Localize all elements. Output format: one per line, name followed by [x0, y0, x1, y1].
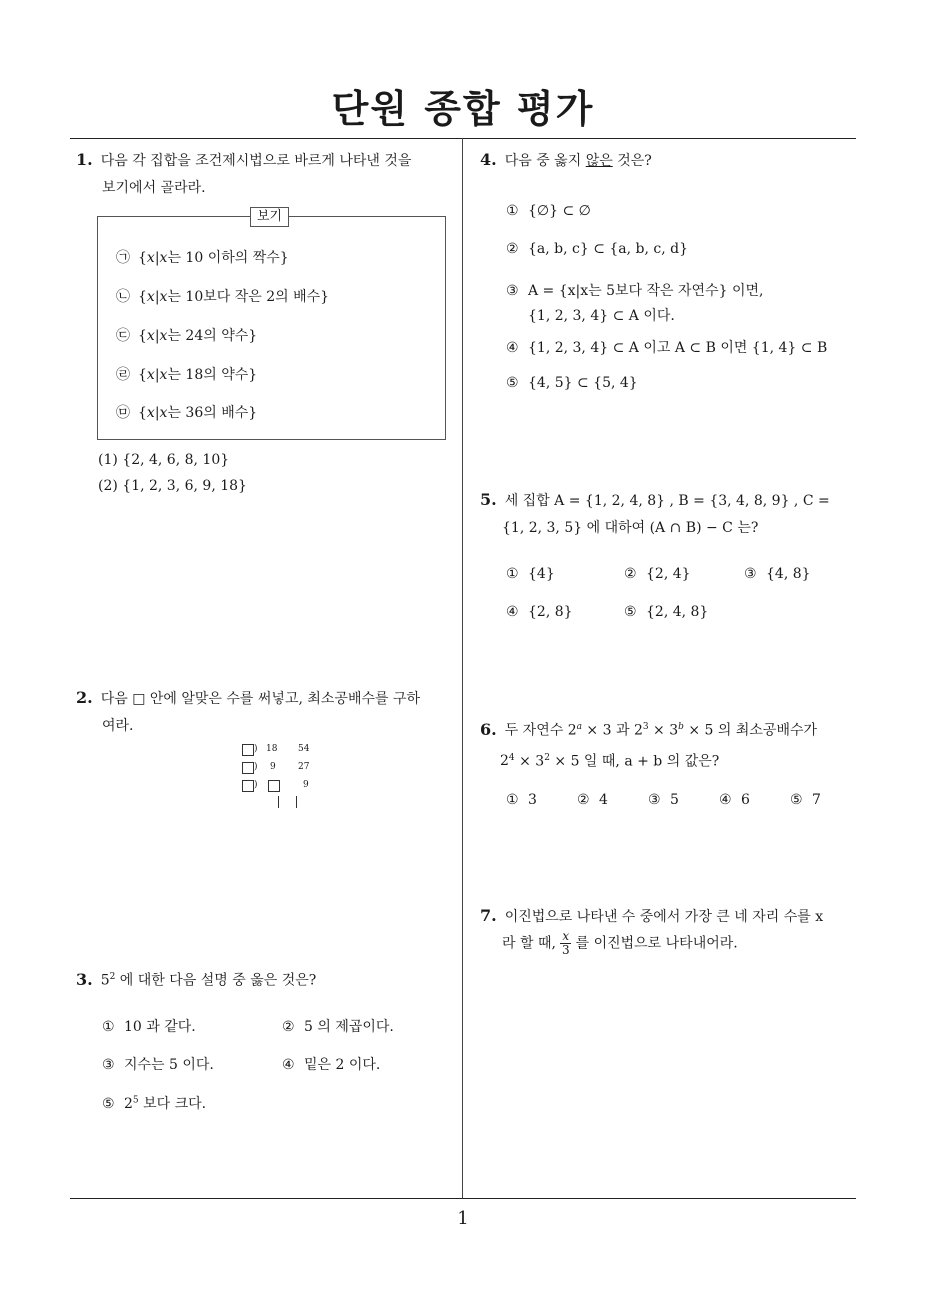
option-3[interactable] [744, 566, 811, 582]
variable: x [146, 367, 155, 383]
option-1[interactable] [506, 566, 555, 582]
ladder-sep: ) [254, 744, 258, 754]
option-4[interactable] [506, 604, 573, 620]
brace: { [138, 328, 147, 344]
ladder-number: 9 [303, 780, 309, 790]
variable: x [159, 289, 168, 305]
sub-question-2: (2) {1, 2, 3, 6, 9, 18} [98, 478, 247, 494]
blank-box[interactable] [242, 762, 254, 774]
bottom-rule [70, 1198, 856, 1199]
blank-box[interactable] [242, 780, 254, 792]
option-4[interactable] [719, 792, 750, 808]
option-text: 7 [812, 792, 821, 808]
condition-text: 는 10 이하의 짝수} [167, 250, 289, 266]
separator: | [154, 367, 160, 383]
option-text: A = {x|x는 5보다 작은 자연수} 이면, [528, 283, 764, 299]
variable: x [159, 367, 168, 383]
question-number: 2. [76, 688, 93, 707]
brace: { [138, 367, 147, 383]
option-text: {2, 8} [528, 604, 573, 620]
power-exponent: 5 [132, 1095, 139, 1106]
option-text: {a, b, c} ⊂ {a, b, c, d} [528, 241, 689, 257]
ladder-number: 27 [298, 762, 310, 772]
option-1[interactable] [506, 203, 591, 219]
option-mark: ⑤ [506, 375, 519, 391]
exponent: 3 [642, 722, 649, 732]
question-text: × 3 과 2 [581, 722, 643, 739]
ladder-sep: ) [254, 762, 258, 772]
item-mark: ㉡ [116, 289, 130, 305]
ladder-mark [296, 796, 297, 808]
question-number: 4. [480, 150, 497, 169]
option-mark: ④ [506, 340, 519, 356]
question-6 [480, 714, 860, 775]
question-text-line1: 다음 □ 안에 알맞은 수를 써넣고, 최소공배수를 구하 [100, 691, 421, 707]
variable: x [159, 250, 168, 266]
option-mark: ② [282, 1019, 295, 1035]
option-3-continued [528, 305, 675, 325]
option-5[interactable] [624, 604, 708, 620]
question-text: 다음 중 옳지 [504, 153, 586, 169]
option-1[interactable] [506, 792, 537, 808]
option-text: 3 [528, 792, 537, 808]
fraction-denominator: 3 [561, 943, 570, 957]
item-mark: ㉤ [116, 405, 130, 421]
question-2 [76, 684, 458, 740]
separator: | [154, 289, 160, 305]
item-mark: ㉣ [116, 367, 130, 383]
question-text-line2: {1, 2, 3, 5} 에 대하여 (A ∩ B) − C 는? [502, 520, 759, 536]
option-text: {2, 4, 8} [646, 604, 709, 620]
question-number: 6. [480, 719, 497, 739]
exponent: 2 [544, 752, 550, 763]
blank-box[interactable] [268, 780, 280, 792]
example-item [116, 247, 289, 267]
ladder-number: 9 [270, 762, 276, 772]
option-mark: ③ [506, 283, 519, 299]
power-base: 2 [124, 1096, 133, 1112]
option-text: 6 [741, 792, 750, 808]
option-mark: ③ [102, 1057, 115, 1073]
question-1 [76, 146, 458, 202]
power-exponent: 2 [109, 972, 116, 982]
exponent: a [576, 722, 582, 732]
option-text: 보다 크다. [138, 1096, 207, 1112]
item-mark: ㉠ [116, 250, 130, 266]
ladder-number: 54 [298, 744, 310, 754]
separator: | [154, 250, 160, 266]
separator: | [154, 328, 160, 344]
option-2[interactable] [282, 1016, 394, 1036]
ladder-row [240, 762, 312, 776]
brace: { [138, 289, 147, 305]
separator: | [154, 405, 160, 421]
option-5[interactable] [790, 792, 821, 808]
option-4[interactable] [282, 1054, 380, 1074]
variable: x [159, 328, 168, 344]
variable: x [146, 328, 155, 344]
option-4[interactable] [506, 337, 827, 357]
option-3[interactable] [506, 280, 763, 300]
ladder-row [240, 780, 312, 794]
option-text: {1, 2, 3, 4} ⊂ A 이다. [528, 308, 675, 324]
fraction-numerator: x [562, 929, 570, 943]
option-mark: ③ [648, 792, 661, 808]
example-item [116, 402, 257, 422]
option-text: 지수는 5 이다. [124, 1057, 214, 1073]
question-text-line2: 보기에서 골라라. [102, 180, 206, 196]
option-1[interactable] [102, 1016, 196, 1036]
condition-text: 는 36의 배수} [167, 405, 258, 421]
item-mark: ㉢ [116, 328, 130, 344]
example-item [116, 364, 257, 384]
option-mark: ② [624, 566, 637, 582]
option-mark: ① [506, 792, 519, 808]
question-text-line1: 세 집합 A = {1, 2, 4, 8} , B = {3, 4, 8, 9} , C = [504, 493, 830, 509]
column-divider [462, 138, 463, 1198]
ladder-row [240, 744, 312, 758]
fraction [560, 930, 571, 957]
condition-text: 는 18의 약수} [167, 367, 258, 383]
power-base: 5 [100, 972, 110, 989]
variable: x [146, 405, 155, 421]
option-2[interactable] [577, 792, 608, 808]
example-item [116, 325, 257, 345]
example-box [97, 209, 446, 440]
division-ladder [240, 744, 312, 808]
variable: x [146, 250, 155, 266]
option-text: 5 [670, 792, 679, 808]
option-mark: ③ [744, 566, 757, 582]
option-mark: ① [506, 203, 519, 219]
question-text-line1: 이진법으로 나타낸 수 중에서 가장 큰 네 자리 수를 x [504, 909, 824, 925]
question-number: 5. [480, 490, 497, 509]
sub-question-1: (1) {2, 4, 6, 8, 10} [98, 452, 230, 468]
question-5 [480, 486, 860, 542]
option-5[interactable] [506, 375, 638, 391]
blank-box[interactable] [242, 744, 254, 756]
page-title: 단원 종합 평가 [331, 87, 595, 131]
option-5[interactable] [102, 1093, 206, 1113]
question-emphasis: 않은 [585, 153, 613, 169]
option-text: 5 의 제곱이다. [304, 1019, 394, 1035]
option-text: {4, 5} ⊂ {5, 4} [528, 375, 638, 391]
brace: { [138, 250, 147, 266]
question-number: 7. [480, 906, 497, 925]
exponent: b [678, 722, 684, 732]
example-box-label: 보기 [250, 207, 289, 227]
option-mark: ④ [506, 604, 519, 620]
option-text: 10 과 같다. [124, 1019, 196, 1035]
option-text: {4} [528, 566, 555, 582]
option-2[interactable] [624, 566, 691, 582]
brace: { [138, 405, 147, 421]
question-text: 를 이진법으로 나타내어라. [571, 935, 738, 952]
option-mark: ⑤ [624, 604, 637, 620]
variable: x [159, 405, 168, 421]
option-3[interactable] [102, 1054, 214, 1074]
question-text: × 5 일 때, a + b 의 값은? [549, 753, 720, 770]
question-text: × 3 [514, 753, 545, 770]
question-text: 2 [500, 753, 509, 770]
variable: x [146, 289, 155, 305]
ladder-number: 18 [266, 744, 278, 754]
option-text: 밑은 2 이다. [304, 1057, 381, 1073]
page-number: 1 [457, 1208, 469, 1229]
option-mark: ⑤ [790, 792, 803, 808]
question-text: × 5 의 최소공배수가 [683, 722, 818, 739]
option-text: {1, 2, 3, 4} ⊂ A 이고 A ⊂ B 이면 {1, 4} ⊂ B [528, 340, 828, 356]
option-mark: ② [506, 241, 519, 257]
question-number: 1. [76, 150, 93, 169]
condition-text: 는 10보다 작은 2의 배수} [167, 289, 330, 305]
option-text: {∅} ⊂ ∅ [528, 203, 591, 219]
option-text: 4 [599, 792, 608, 808]
example-item [116, 286, 329, 306]
ladder-sep: ) [254, 780, 258, 790]
question-7 [480, 902, 860, 931]
option-3[interactable] [648, 792, 679, 808]
question-text: 두 자연수 2 [504, 722, 577, 739]
option-mark: ① [102, 1019, 115, 1035]
option-mark: ① [506, 566, 519, 582]
option-text: {2, 4} [646, 566, 691, 582]
question-text: 에 대한 다음 설명 중 옳은 것은? [115, 972, 317, 989]
question-4 [480, 146, 860, 175]
option-mark: ⑤ [102, 1096, 115, 1112]
question-number: 3. [76, 969, 93, 989]
condition-text: 는 24의 약수} [167, 328, 258, 344]
option-mark: ④ [282, 1057, 295, 1073]
question-text-line1: 다음 각 집합을 조건제시법으로 바르게 나타낸 것을 [100, 153, 412, 169]
question-text: × 3 [648, 722, 679, 739]
exponent: 4 [508, 752, 515, 763]
option-text: {4, 8} [766, 566, 811, 582]
option-mark: ② [577, 792, 590, 808]
option-2[interactable] [506, 241, 688, 257]
question-7-line2 [502, 930, 738, 957]
question-3 [76, 964, 458, 995]
question-text: 것은? [612, 153, 652, 169]
ladder-mark [278, 796, 279, 808]
question-text-line2: 여라. [102, 718, 134, 734]
top-rule [70, 138, 856, 139]
option-mark: ④ [719, 792, 732, 808]
question-text: 라 할 때, [502, 935, 561, 952]
